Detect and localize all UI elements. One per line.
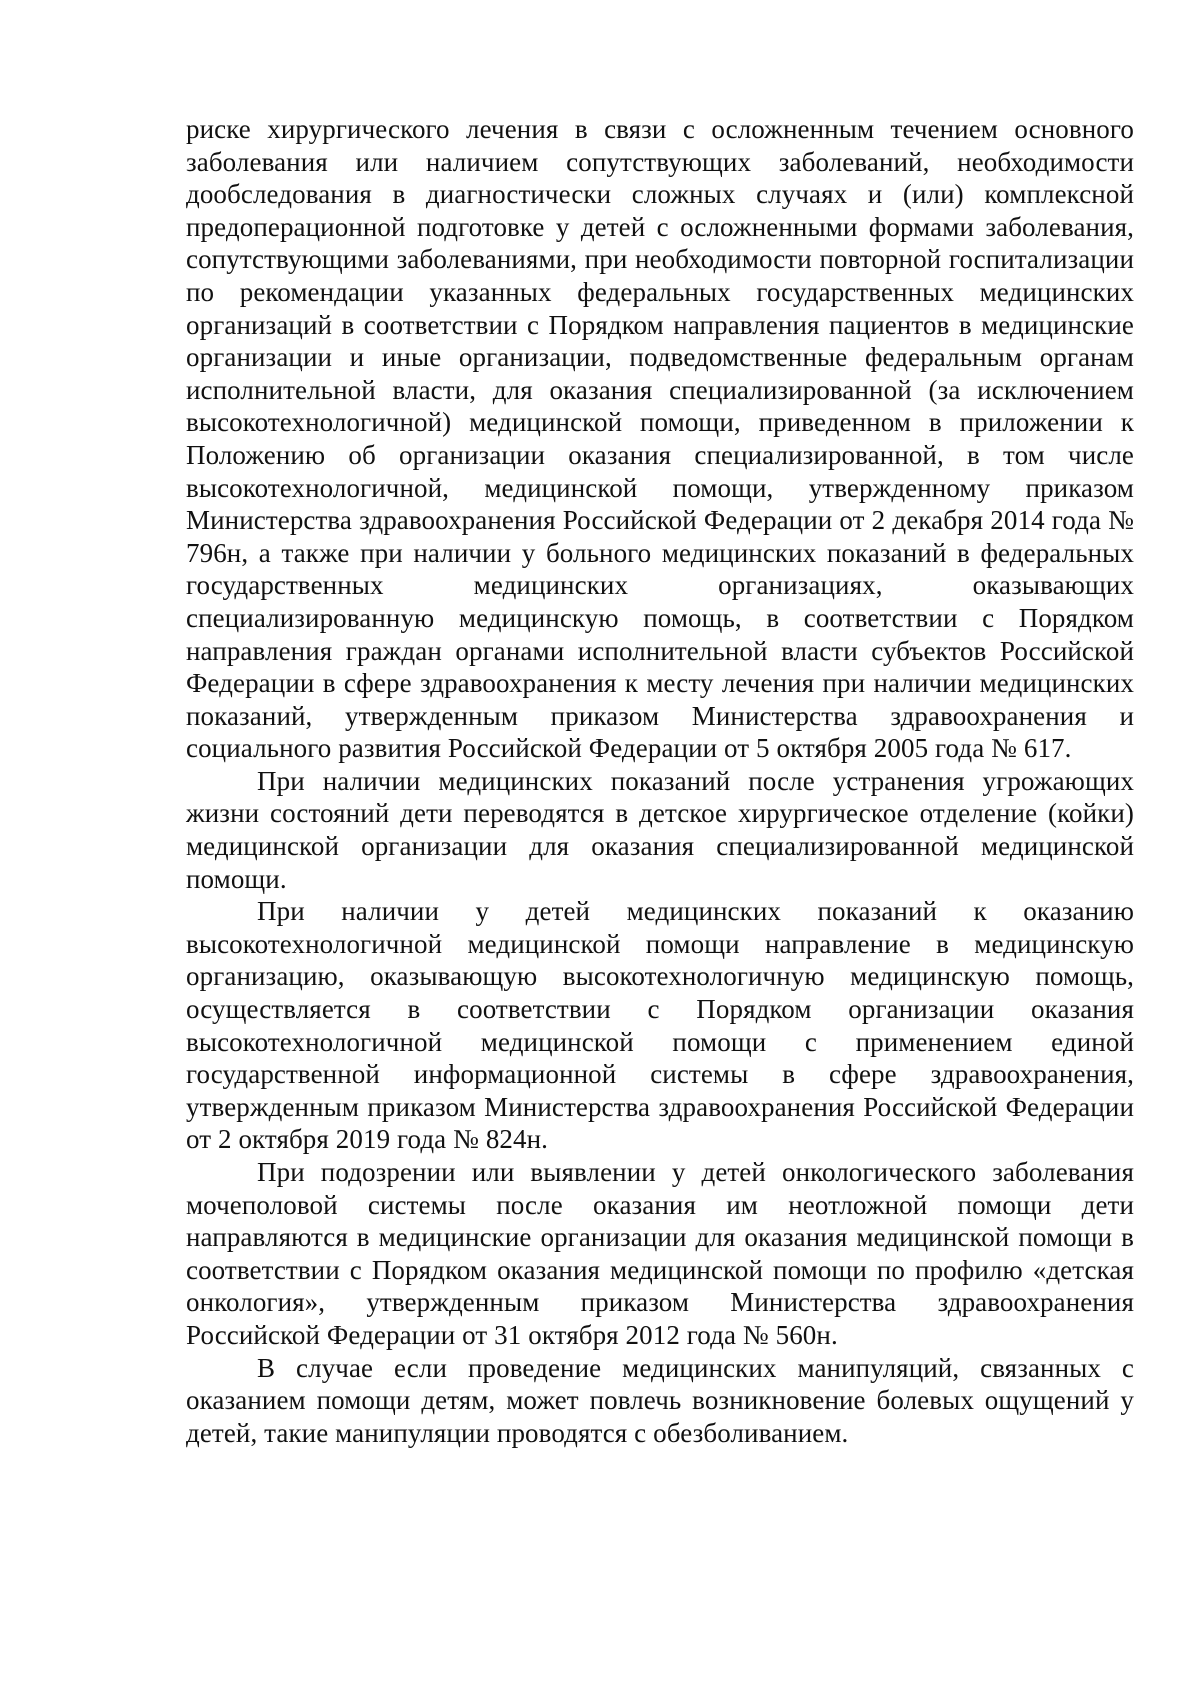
document-page	[186, 113, 1134, 1449]
paragraph-anesthesia: В случае если проведение медицинских манипуляций, связанных с оказанием помощи детям, может повлечь возникновение болевых ощущений у детей, такие манипуляции проводятся с обезболиванием.	[186, 1352, 1134, 1448]
paragraph-continuation: риске хирургического лечения в связи с осложненным течением основного заболевания или наличием сопутствующих заболеваний, необходимости дообследования в диагностически сложных случаях и (или) комплексной предоперационной подготовке у детей с осложненными формами заболевания, сопутствующими заболеваниями, при необходимости повторной госпитализации по рекомендации указанных федеральных государственных медицинских организаций в соответствии с Порядком направления пациентов в медицинские организации и иные организации, подведомственные федеральным органам исполнительной власти, для оказания специализированной (за исключением высокотехнологичной) медицинской помощи, приведенном в приложении к Положению об организации оказания специализированной, в том числе высокотехнологичной, медицинской помощи, утвержденному приказом Министерства здравоохранения Российской Федерации от 2 декабря 2014 года № 796н, а также при наличии у больного медицинских показаний в федеральных государственных медицинских организациях, оказывающих специализированную медицинскую помощь, в соответствии с Порядком направления граждан органами исполнительной власти субъектов Российской Федерации в сфере здравоохранения к месту лечения при наличии медицинских показаний, утвержденным приказом Министерства здравоохранения и социального развития Российской Федерации от 5 октября 2005 года № 617.	[186, 114, 1134, 764]
paragraph-transfer-after-stabilization: При наличии медицинских показаний после устранения угрожающих жизни состояний дети переводятся в детское хирургическое отделение (койки) медицинской организации для оказания специализированной медицинской помощи.	[186, 765, 1134, 894]
paragraph-high-tech-care: При наличии у детей медицинских показаний к оказанию высокотехнологичной медицинской помощи направление в медицинскую организацию, оказывающую высокотехнологичную медицинскую помощь, осуществляется в соответствии с Порядком организации оказания высокотехнологичной медицинской помощи с применением единой государственной информационной системы в сфере здравоохранения, утвержденным приказом Министерства здравоохранения Российской Федерации от 2 октября 2019 года № 824н.	[186, 896, 1134, 1155]
paragraph-oncology: При подозрении или выявлении у детей онкологического заболевания мочеполовой системы после оказания им неотложной помощи дети направляются в медицинские организации для оказания медицинской помощи в соответствии с Порядком оказания медицинской помощи по профилю «детская онкология», утвержденным приказом Министерства здравоохранения Российской Федерации от 31 октября 2012 года № 560н.	[186, 1157, 1134, 1350]
